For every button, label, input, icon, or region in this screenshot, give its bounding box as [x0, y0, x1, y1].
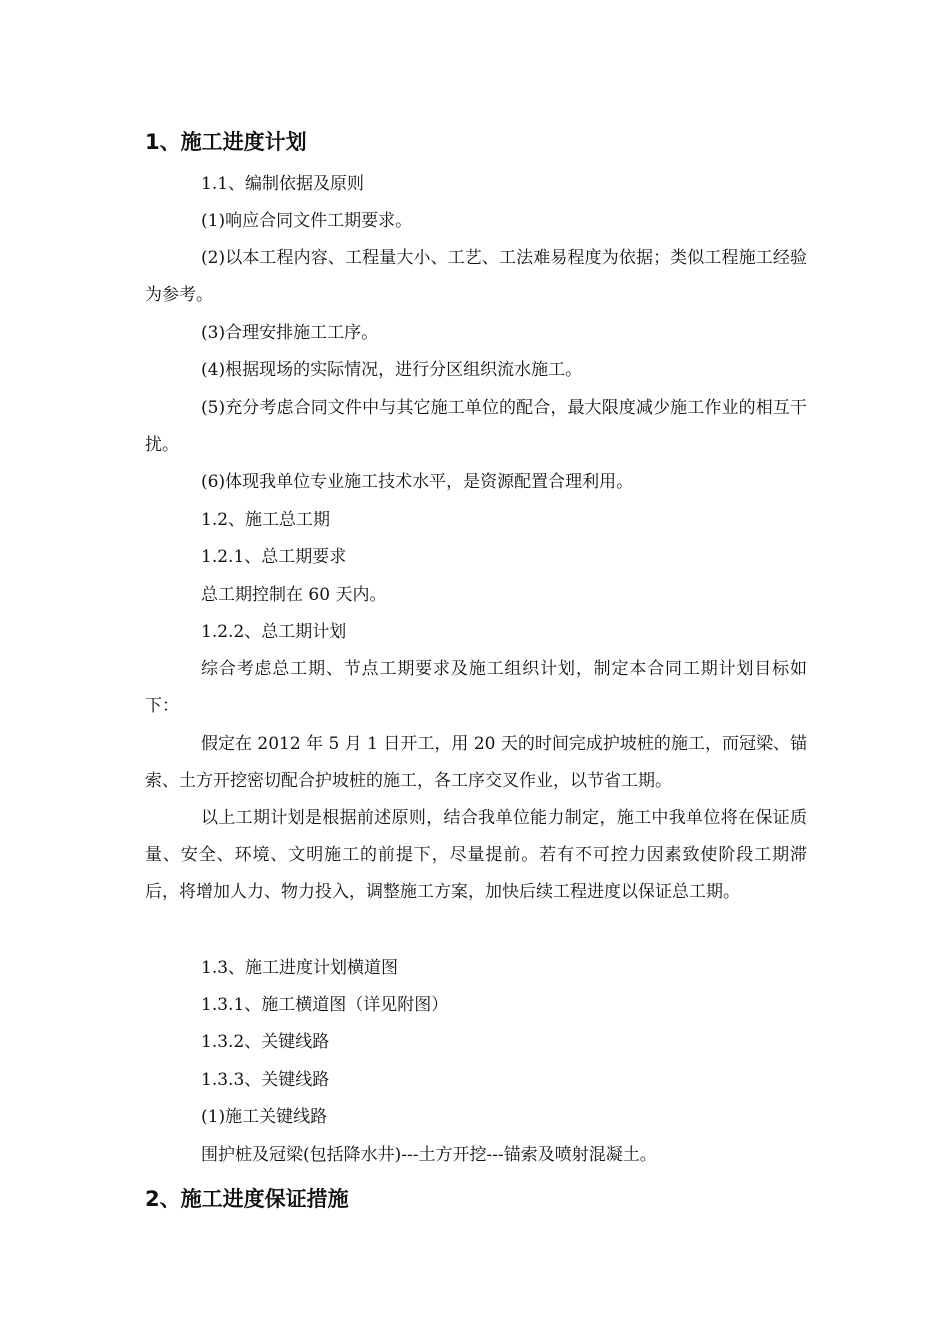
principle-item-2: (2)以本工程内容、工程量大小、工艺、工法难易程度为依据；类似工程施工经验为参考。: [145, 248, 807, 305]
subsection-1-3-2: 1.3.2、关键线路: [201, 1032, 330, 1052]
plan-paragraph-2: 假定在 2012 年 5 月 1 日开工，用 20 天的时间完成护坡桩的施工，而冠梁、锚索、土方开挖密切配合护坡桩的施工，各工序交叉作业，以节省工期。: [145, 734, 807, 791]
subsection-1-1: 1.1、编制依据及原则: [201, 174, 365, 194]
subsection-1-2-1: 1.2.1、总工期要求: [201, 547, 347, 567]
subsection-1-2: 1.2、施工总工期: [201, 510, 331, 530]
principle-item-6: (6)体现我单位专业施工技术水平，是资源配置合理利用。: [201, 472, 634, 492]
critical-path-title: (1)施工关键线路: [201, 1107, 328, 1127]
principle-item-1: (1)响应合同文件工期要求。: [201, 211, 413, 231]
subsection-1-2-2: 1.2.2、总工期计划: [201, 622, 347, 642]
subsection-1-3-3: 1.3.3、关键线路: [201, 1070, 330, 1090]
section-1-heading: 1、施工进度计划: [145, 130, 307, 154]
subsection-1-3: 1.3、施工进度计划横道图: [201, 958, 399, 978]
principle-item-3: (3)合理安排施工工序。: [201, 323, 379, 343]
principle-item-5: (5)充分考虑合同文件中与其它施工单位的配合，最大限度减少施工作业的相互干扰。: [145, 398, 807, 455]
plan-paragraph-3: 以上工期计划是根据前述原则，结合我单位能力制定，施工中我单位将在保证质量、安全、环境、文明施工的前提下，尽量提前。若有不可控力因素致使阶段工期滞后，将增加人力、物力投入，调整施工方案，加快后续工程进度以保证总工期。: [145, 808, 807, 902]
principle-item-4: (4)根据现场的实际情况，进行分区组织流水施工。: [201, 360, 583, 380]
subsection-1-3-1: 1.3.1、施工横道图（详见附图）: [201, 995, 449, 1015]
plan-paragraph-1: 综合考虑总工期、节点工期要求及施工组织计划，制定本合同工期计划目标如下：: [145, 659, 807, 716]
total-period-text: 总工期控制在 60 天内。: [201, 585, 387, 605]
section-2-heading: 2、施工进度保证措施: [145, 1187, 349, 1211]
critical-path-text: 围护桩及冠梁(包括降水井)---土方开挖---锚索及喷射混凝土。: [201, 1145, 657, 1165]
